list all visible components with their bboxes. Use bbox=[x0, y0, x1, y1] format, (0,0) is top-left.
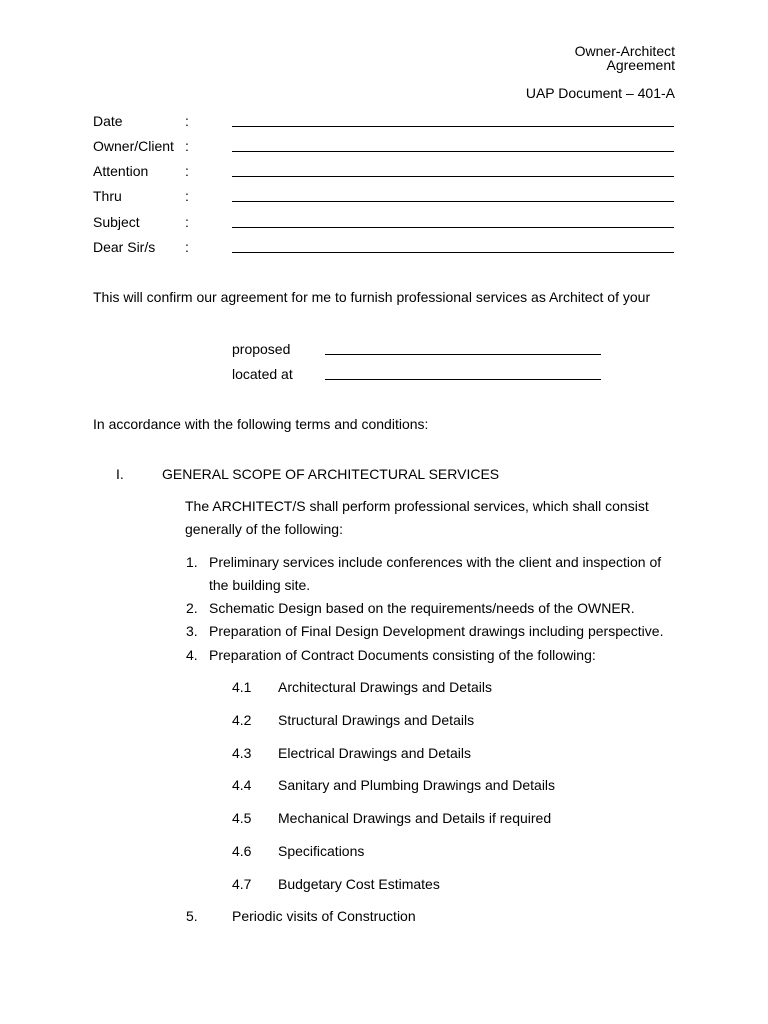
subitem-number: 4.2 bbox=[232, 712, 252, 728]
terms-intro: In accordance with the following terms and conditions: bbox=[93, 416, 429, 432]
subitem-number: 4.4 bbox=[232, 777, 252, 793]
subitem-text: Mechanical Drawings and Details if required bbox=[278, 810, 552, 826]
list-item-number: 2. bbox=[186, 600, 198, 616]
field-blank-line[interactable] bbox=[232, 126, 674, 127]
field-blank-line[interactable] bbox=[232, 151, 674, 152]
list-item-text: Schematic Design based on the requirements/needs of the OWNER. bbox=[209, 600, 635, 616]
doc-title-line2: Agreement bbox=[606, 57, 675, 73]
subitem-number: 4.6 bbox=[232, 843, 252, 859]
section-description: The ARCHITECT/S shall perform professional services, which shall consist bbox=[185, 498, 649, 514]
section-number: I. bbox=[116, 466, 124, 482]
field-label: Date bbox=[93, 113, 123, 129]
subitem-text: Specifications bbox=[278, 843, 365, 859]
located-label: located at bbox=[232, 366, 293, 382]
doc-title-line1: Owner-Architect bbox=[574, 43, 675, 59]
field-colon: : bbox=[185, 113, 189, 129]
list-item-number: 1. bbox=[186, 554, 198, 570]
list-item-text: Periodic visits of Construction bbox=[232, 908, 416, 924]
field-colon: : bbox=[185, 239, 189, 255]
subitem-text: Electrical Drawings and Details bbox=[278, 745, 471, 761]
proposed-blank-line[interactable] bbox=[325, 354, 601, 355]
intro-paragraph: This will confirm our agreement for me to furnish professional services as Architect of your bbox=[93, 289, 651, 305]
subitem-number: 4.7 bbox=[232, 876, 252, 892]
field-blank-line[interactable] bbox=[232, 201, 674, 202]
subitem-number: 4.3 bbox=[232, 745, 252, 761]
field-colon: : bbox=[185, 214, 189, 230]
list-item-number: 3. bbox=[186, 623, 198, 639]
list-item-number: 4. bbox=[186, 647, 198, 663]
doc-number: UAP Document – 401-A bbox=[525, 85, 675, 101]
list-item-text: Preparation of Final Design Development drawings including perspective. bbox=[209, 623, 664, 639]
subitem-number: 4.5 bbox=[232, 810, 252, 826]
section-description: generally of the following: bbox=[185, 521, 343, 537]
field-blank-line[interactable] bbox=[232, 227, 674, 228]
subitem-text: Architectural Drawings and Details bbox=[278, 679, 492, 695]
field-label: Attention bbox=[93, 163, 149, 179]
list-item-number: 5. bbox=[186, 908, 198, 924]
proposed-label: proposed bbox=[232, 341, 291, 357]
located-blank-line[interactable] bbox=[325, 379, 601, 380]
field-colon: : bbox=[185, 188, 189, 204]
field-label: Thru bbox=[93, 188, 122, 204]
list-item-text: the building site. bbox=[209, 577, 311, 593]
field-label: Subject bbox=[93, 214, 140, 230]
section-title: GENERAL SCOPE OF ARCHITECTURAL SERVICES bbox=[162, 466, 500, 482]
subitem-text: Budgetary Cost Estimates bbox=[278, 876, 440, 892]
field-blank-line[interactable] bbox=[232, 252, 674, 253]
list-item-text: Preliminary services include conferences with the client and inspection of bbox=[209, 554, 662, 570]
subitem-number: 4.1 bbox=[232, 679, 252, 695]
list-item-text: Preparation of Contract Documents consisting of the following: bbox=[209, 647, 596, 663]
field-blank-line[interactable] bbox=[232, 176, 674, 177]
subitem-text: Structural Drawings and Details bbox=[278, 712, 475, 728]
field-label: Dear Sir/s bbox=[93, 239, 156, 255]
field-colon: : bbox=[185, 163, 189, 179]
field-label: Owner/Client bbox=[93, 138, 174, 154]
subitem-text: Sanitary and Plumbing Drawings and Details bbox=[278, 777, 556, 793]
field-colon: : bbox=[185, 138, 189, 154]
